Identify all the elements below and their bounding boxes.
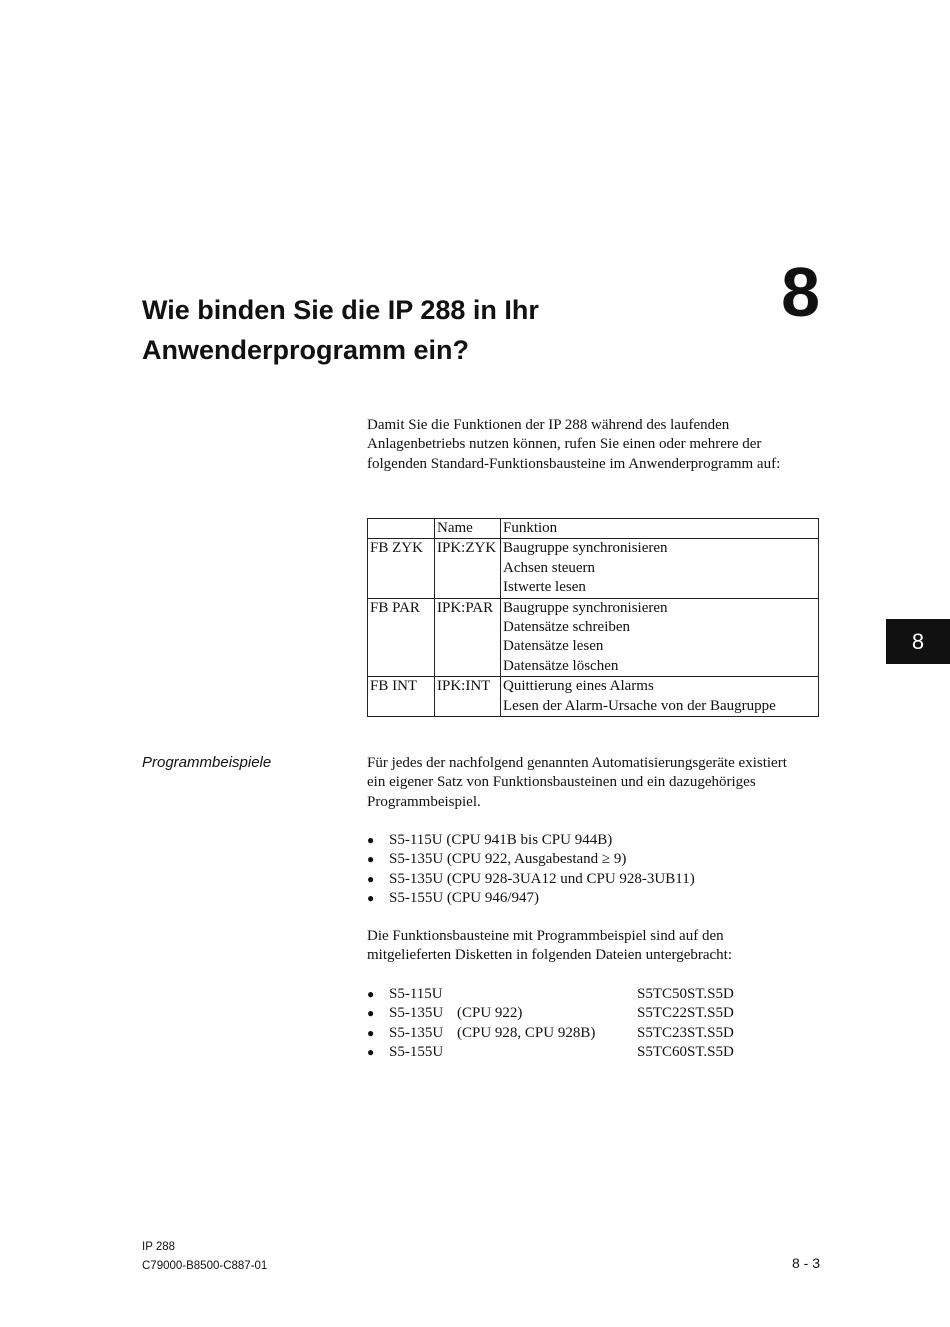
intro-line: folgenden Standard-Funktionsbausteine im Anwenderprogramm auf:: [367, 455, 781, 472]
intro-paragraph: [367, 416, 822, 474]
file-cpu: (CPU 928, CPU 928B): [457, 1024, 596, 1041]
function-cell: [501, 598, 819, 677]
programs-line: Für jedes der nachfolgend genannten Automatisierungsgeräte existiert: [367, 755, 787, 771]
name-cell: IPK:INT: [435, 677, 501, 717]
file-list: [367, 985, 822, 1063]
bullet-icon: ●: [367, 852, 375, 867]
programs-line: ein eigener Satz von Funktionsbausteinen und ein dazugehöriges: [367, 774, 756, 791]
table-header-row: [368, 519, 819, 539]
list-item: [367, 1004, 822, 1023]
function-line: Datensätze löschen: [503, 657, 619, 674]
footer-left: [142, 1238, 267, 1276]
bullet-icon: ●: [367, 1025, 375, 1040]
list-item: [367, 850, 822, 869]
bullet-icon: ●: [367, 987, 375, 1001]
programs-line: Programmbeispiel.: [367, 793, 481, 810]
function-block-table: [367, 518, 819, 717]
list-item: [367, 1024, 822, 1043]
file-name: S5TC23ST.S5D: [637, 1024, 734, 1041]
device-text: S5-115U (CPU 941B bis CPU 944B): [389, 832, 613, 848]
function-line: Quittierung eines Alarms: [503, 678, 654, 695]
file-name: S5TC50ST.S5D: [637, 986, 734, 1002]
list-item: [367, 889, 822, 908]
function-cell: [501, 677, 819, 717]
name-cell: IPK:ZYK: [435, 539, 501, 598]
fb-cell: FB PAR: [368, 598, 435, 677]
table-row: [368, 598, 819, 677]
file-device: S5-115U: [389, 986, 443, 1002]
chapter-side-tab: 8: [886, 619, 950, 664]
programs-paragraph: [367, 754, 822, 812]
bullet-icon: ●: [367, 833, 375, 847]
intro-line: Anlagenbetriebs nutzen können, rufen Sie einen oder mehrere der: [367, 436, 762, 453]
function-line: Lesen der Alarm-Ursache von der Baugruppe: [503, 697, 776, 714]
table-header-cell: Funktion: [501, 519, 819, 539]
table-header-cell: Name: [435, 519, 501, 539]
file-name: S5TC60ST.S5D: [637, 1044, 734, 1061]
chapter-number: 8: [781, 253, 820, 331]
table-row: [368, 539, 819, 598]
list-item: [367, 831, 822, 850]
bullet-icon: ●: [367, 1006, 375, 1021]
function-line: Baugruppe synchronisieren: [503, 599, 668, 616]
table-row: [368, 677, 819, 717]
file-device: S5-135U: [389, 1005, 444, 1022]
function-line: Baugruppe synchronisieren: [503, 540, 668, 557]
file-device: S5-155U: [389, 1044, 444, 1061]
file-device: S5-135U: [389, 1024, 444, 1041]
bullet-icon: ●: [367, 871, 375, 886]
section-label: Programmbeispiele: [142, 754, 272, 771]
list-item: [367, 985, 822, 1004]
chapter-title-line: Anwenderprogramm ein?: [142, 335, 470, 365]
table-header-cell: [368, 519, 435, 539]
list-item: [367, 870, 822, 889]
function-cell: [501, 539, 819, 598]
files-line: mitgelieferten Disketten in folgenden Dateien untergebracht:: [367, 947, 733, 964]
function-line: Datensätze lesen: [503, 638, 604, 655]
footer-product: IP 288: [142, 1241, 176, 1253]
device-text: S5-135U (CPU 922, Ausgabestand ≥ 9): [389, 851, 627, 868]
fb-cell: FB INT: [368, 677, 435, 717]
device-text: S5-155U (CPU 946/947): [389, 890, 540, 907]
file-name: S5TC22ST.S5D: [637, 1005, 734, 1022]
list-item: [367, 1043, 822, 1062]
name-cell: IPK:PAR: [435, 598, 501, 677]
function-line: Istwerte lesen: [503, 579, 586, 596]
function-line: Achsen steuern: [503, 559, 596, 576]
file-cpu: (CPU 922): [457, 1005, 523, 1022]
files-line: Die Funktionsbausteine mit Programmbeispiel sind auf den: [367, 928, 724, 944]
page-number: 8 - 3: [791, 1255, 820, 1271]
footer-order-number: C79000-B8500-C887-01: [142, 1260, 268, 1272]
function-line: Datensätze schreiben: [503, 619, 631, 636]
bullet-icon: ●: [367, 1045, 375, 1060]
device-text: S5-135U (CPU 928-3UA12 und CPU 928-3UB11): [389, 870, 695, 887]
intro-line: Damit Sie die Funktionen der IP 288 während des laufenden: [367, 417, 730, 433]
bullet-icon: ●: [367, 891, 375, 906]
chapter-title-line: Wie binden Sie die IP 288 in Ihr: [142, 295, 539, 325]
chapter-title: [142, 290, 702, 370]
device-list: [367, 831, 822, 909]
fb-cell: FB ZYK: [368, 539, 435, 598]
files-paragraph: [367, 927, 822, 966]
